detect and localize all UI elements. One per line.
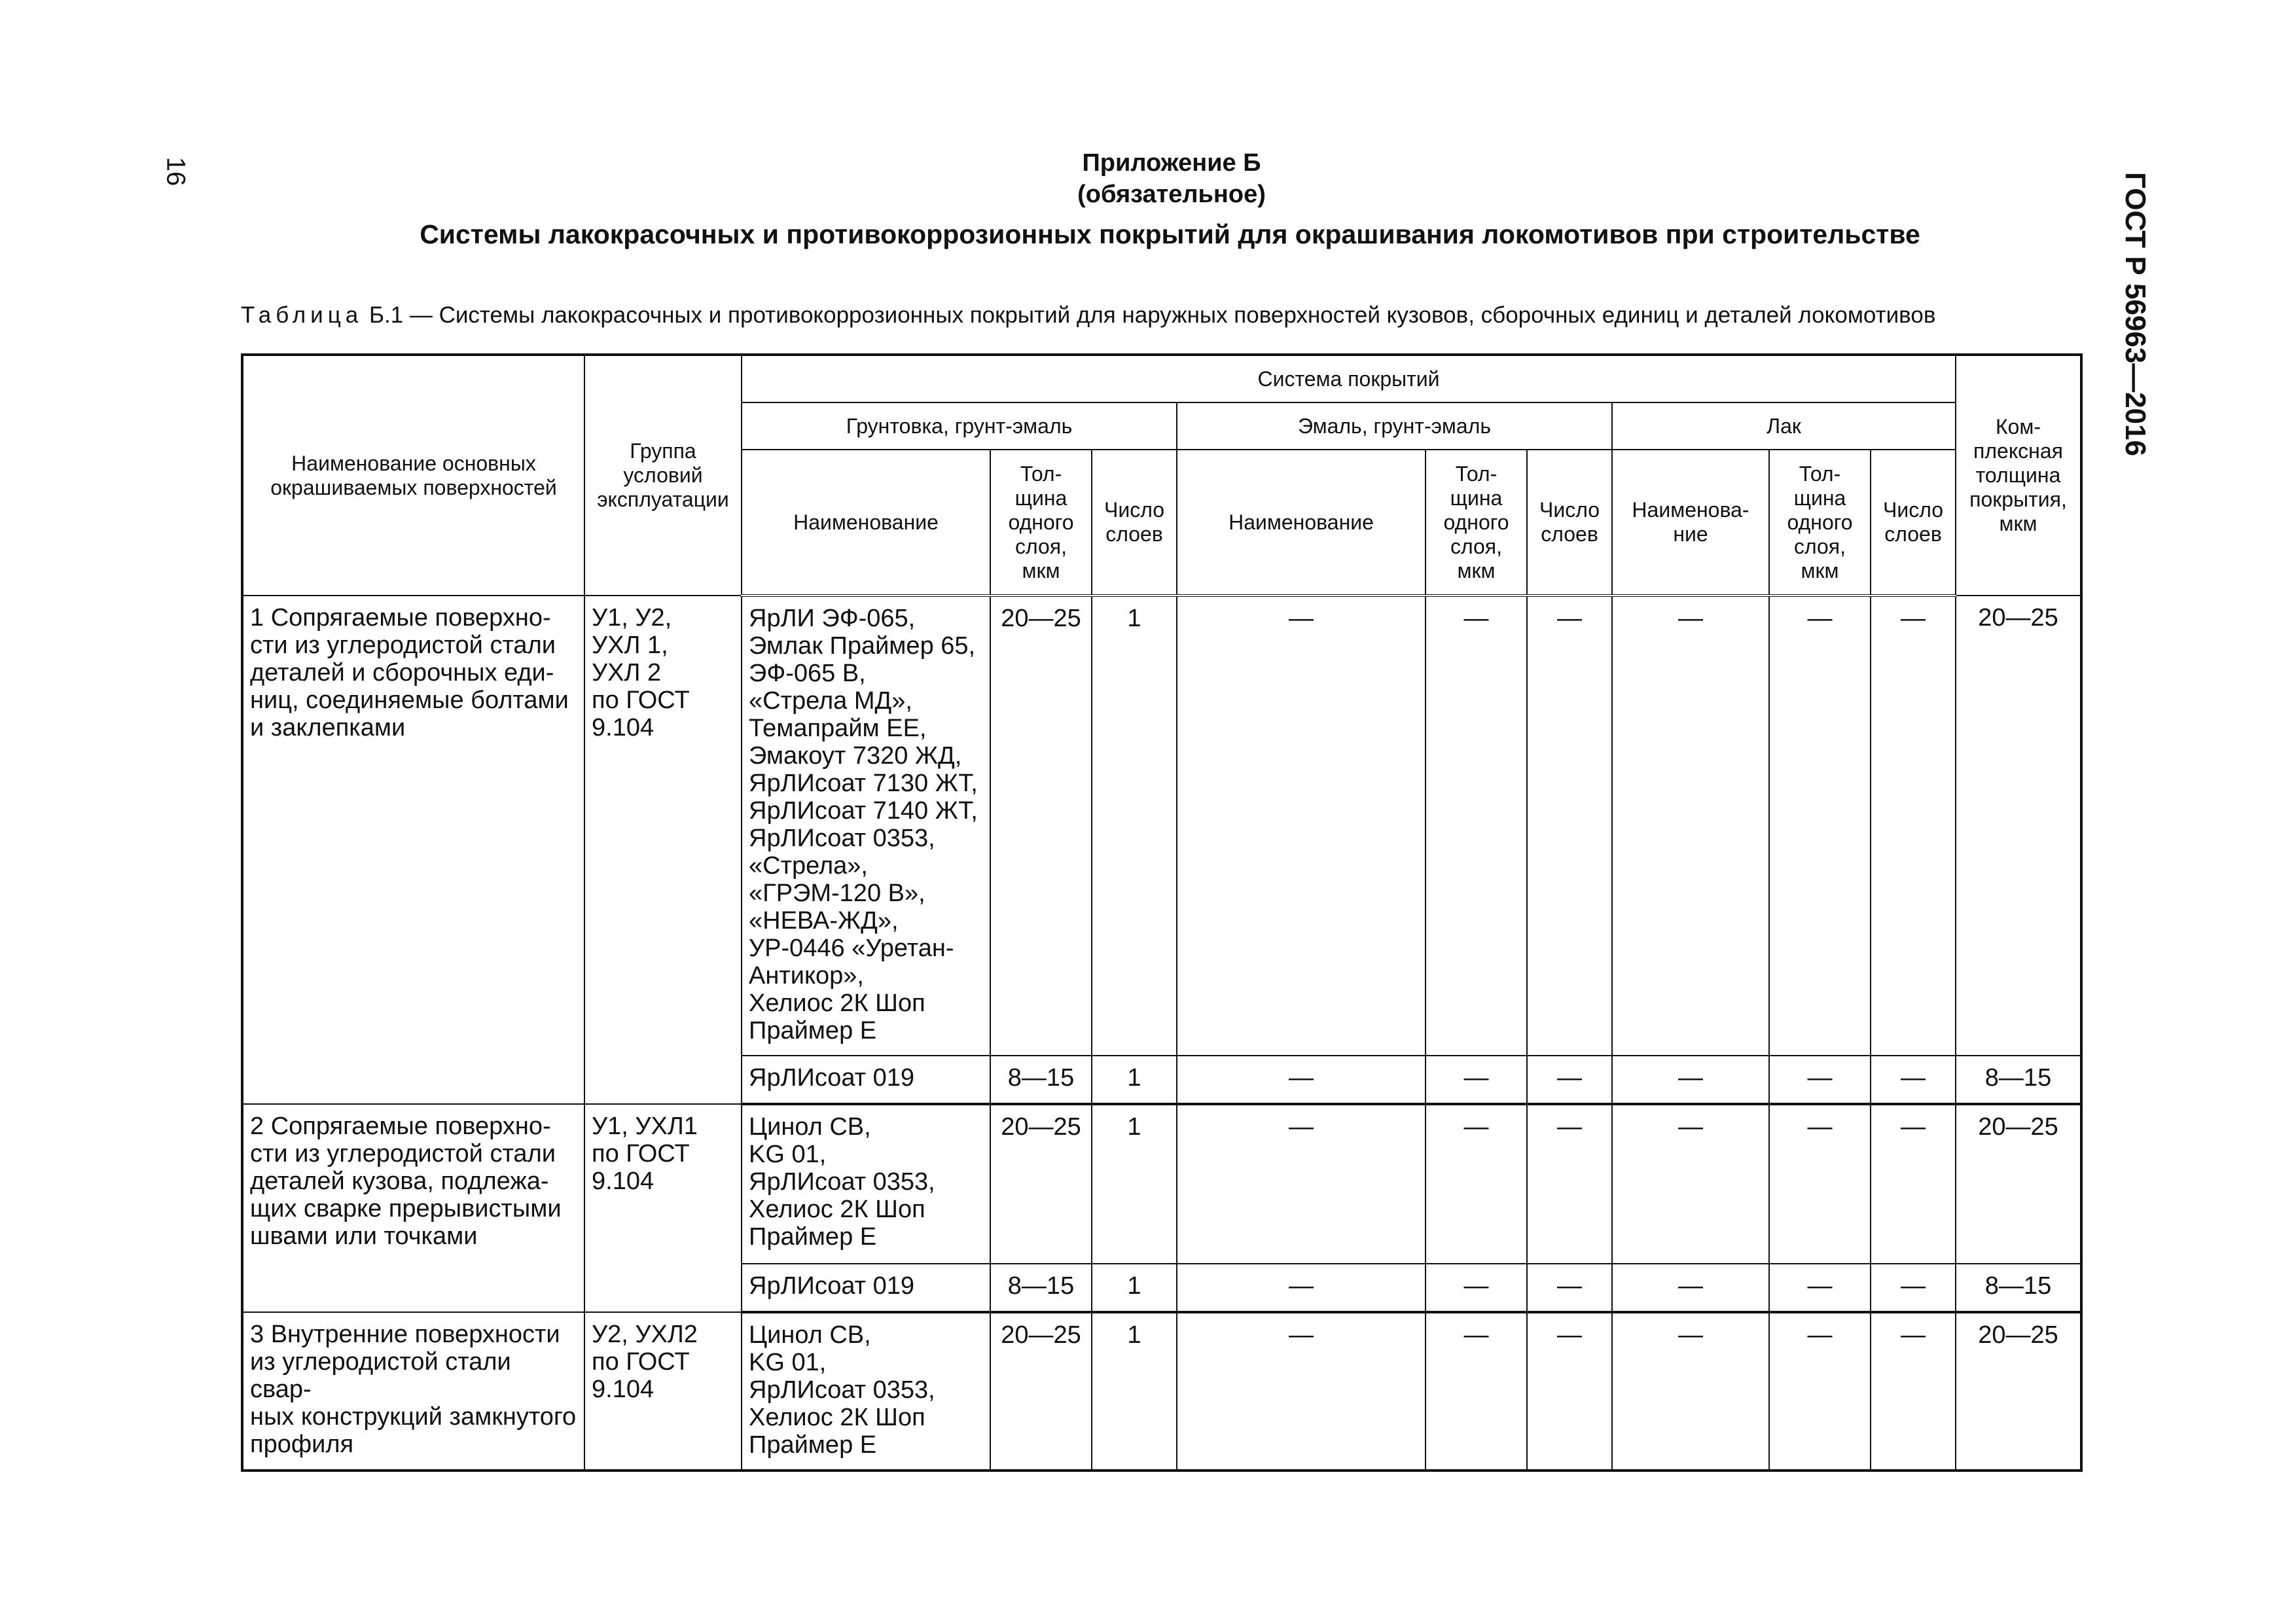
surface-cell: 3 Внутренние поверхности из углеродистой стали свар- ных конструкций замкнутого профиля — [242, 1312, 584, 1471]
lacquer-name-cell: — — [1612, 596, 1769, 1056]
enamel-layers-cell: — — [1527, 1104, 1612, 1264]
table-row — [242, 1312, 2081, 1471]
enamel-name-cell: — — [1177, 596, 1426, 1056]
enamel-name-cell: — — [1177, 1056, 1426, 1104]
coatings-table — [241, 353, 2083, 1472]
total-cell: 8—15 — [1956, 1264, 2081, 1312]
primer-layers-cell: 1 — [1092, 596, 1177, 1056]
appendix-heading — [844, 147, 1499, 210]
header-total: Ком- плексная толщина покрытия, мкм — [1956, 355, 2081, 596]
primer-name-cell: ЯрЛИсоат 019 — [742, 1264, 990, 1312]
primer-thickness-cell: 20—25 — [990, 1104, 1092, 1264]
header-lacquer-layers: Число слоев — [1871, 450, 1956, 596]
lacquer-layers-cell: — — [1871, 1312, 1956, 1471]
header-enamel-name: Наименование — [1177, 450, 1426, 596]
lacquer-name-cell: — — [1612, 1056, 1769, 1104]
page-title: Системы лакокрасочных и противокоррозионных покрытий для окрашивания локомотивов при строительстве — [420, 219, 1920, 249]
caption-text: Б.1 — Системы лакокрасочных и противокоррозионных покрытий для наружных поверхностей кузовов, сборочных единиц и деталей локомотивов — [368, 302, 1936, 328]
appendix-label: Приложение Б — [1082, 149, 1261, 177]
primer-thickness-cell: 8—15 — [990, 1056, 1092, 1104]
header-surface: Наименование основных окрашиваемых поверхностей — [242, 355, 584, 596]
enamel-thickness-cell: — — [1426, 596, 1527, 1056]
header-primer-layers: Число слоев — [1092, 450, 1177, 596]
header-enamel-thickness: Тол- щина одного слоя, мкм — [1426, 450, 1527, 596]
lacquer-layers-cell: — — [1871, 1264, 1956, 1312]
header-enamel-layers: Число слоев — [1527, 450, 1612, 596]
group-cell: У1, У2, УХЛ 1, УХЛ 2 по ГОСТ 9.104 — [584, 596, 742, 1104]
primer-name-cell: Цинол СВ, KG 01, ЯрЛИсоат 0353, Хелиос 2К Шоп Праймер Е — [742, 1312, 990, 1471]
group-cell: У1, УХЛ1 по ГОСТ 9.104 — [584, 1104, 742, 1312]
header-primer: Грунтовка, грунт-эмаль — [742, 402, 1177, 450]
header-primer-name: Наименование — [742, 450, 990, 596]
primer-thickness-cell: 20—25 — [990, 596, 1092, 1056]
header-group: Группа условий эксплуатации — [584, 355, 742, 596]
enamel-layers-cell: — — [1527, 1056, 1612, 1104]
enamel-layers-cell: — — [1527, 1312, 1612, 1471]
header-enamel: Эмаль, грунт-эмаль — [1177, 402, 1612, 450]
table-row — [242, 1104, 2081, 1264]
enamel-thickness-cell: — — [1426, 1312, 1527, 1471]
enamel-thickness-cell: — — [1426, 1264, 1527, 1312]
total-cell: 20—25 — [1956, 596, 2081, 1056]
lacquer-layers-cell: — — [1871, 596, 1956, 1056]
caption-label: Таблица — [241, 302, 363, 328]
page-number: 16 — [161, 156, 190, 187]
lacquer-name-cell: — — [1612, 1264, 1769, 1312]
surface-cell: 2 Сопрягаемые поверхно- сти из углеродистой стали деталей кузова, подлежа- щих сварке прерывистыми швами или точками — [242, 1104, 584, 1312]
primer-thickness-cell: 20—25 — [990, 1312, 1092, 1471]
enamel-thickness-cell: — — [1426, 1104, 1527, 1264]
primer-name-cell: ЯрЛИсоат 019 — [742, 1056, 990, 1104]
table-row — [242, 596, 2081, 1056]
appendix-status: (обязательное) — [1077, 181, 1266, 208]
surface-cell: 1 Сопрягаемые поверхно- сти из углеродистой стали деталей и сборочных еди- ниц, соединяемые болтами и заклепками — [242, 596, 584, 1104]
lacquer-thickness-cell: — — [1769, 596, 1871, 1056]
total-cell: 20—25 — [1956, 1312, 2081, 1471]
lacquer-thickness-cell: — — [1769, 1056, 1871, 1104]
enamel-name-cell: — — [1177, 1104, 1426, 1264]
header-lacquer: Лак — [1612, 402, 1956, 450]
enamel-layers-cell: — — [1527, 596, 1612, 1056]
lacquer-thickness-cell: — — [1769, 1104, 1871, 1264]
enamel-name-cell: — — [1177, 1312, 1426, 1471]
total-cell: 20—25 — [1956, 1104, 2081, 1264]
lacquer-layers-cell: — — [1871, 1056, 1956, 1104]
primer-thickness-cell: 8—15 — [990, 1264, 1092, 1312]
lacquer-thickness-cell: — — [1769, 1264, 1871, 1312]
primer-name-cell: ЯрЛИ ЭФ-065, Эмлак Праймер 65, ЭФ-065 В, «Стрела МД», Темапрайм ЕЕ, Эмакоут 7320 ЖД, ЯрЛИсоат 7130 ЖТ, ЯрЛИсоат 7140 ЖТ, ЯрЛИсоат 0353, «Стрела», «ГРЭМ-120 В», «НЕВА-ЖД», УР-0446 «Уретан- Антикор», Хелиос 2К Шоп Праймер Е — [742, 596, 990, 1056]
primer-layers-cell: 1 — [1092, 1056, 1177, 1104]
header-primer-thickness: Тол- щина одного слоя, мкм — [990, 450, 1092, 596]
total-cell: 8—15 — [1956, 1056, 2081, 1104]
lacquer-thickness-cell: — — [1769, 1312, 1871, 1471]
lacquer-name-cell: — — [1612, 1312, 1769, 1471]
enamel-layers-cell: — — [1527, 1264, 1612, 1312]
enamel-thickness-cell: — — [1426, 1056, 1527, 1104]
table-caption — [241, 302, 1935, 329]
header-system: Система покрытий — [742, 355, 1956, 402]
primer-layers-cell: 1 — [1092, 1104, 1177, 1264]
primer-name-cell: Цинол СВ, KG 01, ЯрЛИсоат 0353, Хелиос 2К Шоп Праймер Е — [742, 1104, 990, 1264]
group-cell: У2, УХЛ2 по ГОСТ 9.104 — [584, 1312, 742, 1471]
standard-code: ГОСТ Р 56963—2016 — [2119, 171, 2151, 457]
enamel-name-cell: — — [1177, 1264, 1426, 1312]
primer-layers-cell: 1 — [1092, 1312, 1177, 1471]
lacquer-name-cell: — — [1612, 1104, 1769, 1264]
primer-layers-cell: 1 — [1092, 1264, 1177, 1312]
header-lacquer-thickness: Тол- щина одного слоя, мкм — [1769, 450, 1871, 596]
header-lacquer-name: Наименова- ние — [1612, 450, 1769, 596]
lacquer-layers-cell: — — [1871, 1104, 1956, 1264]
